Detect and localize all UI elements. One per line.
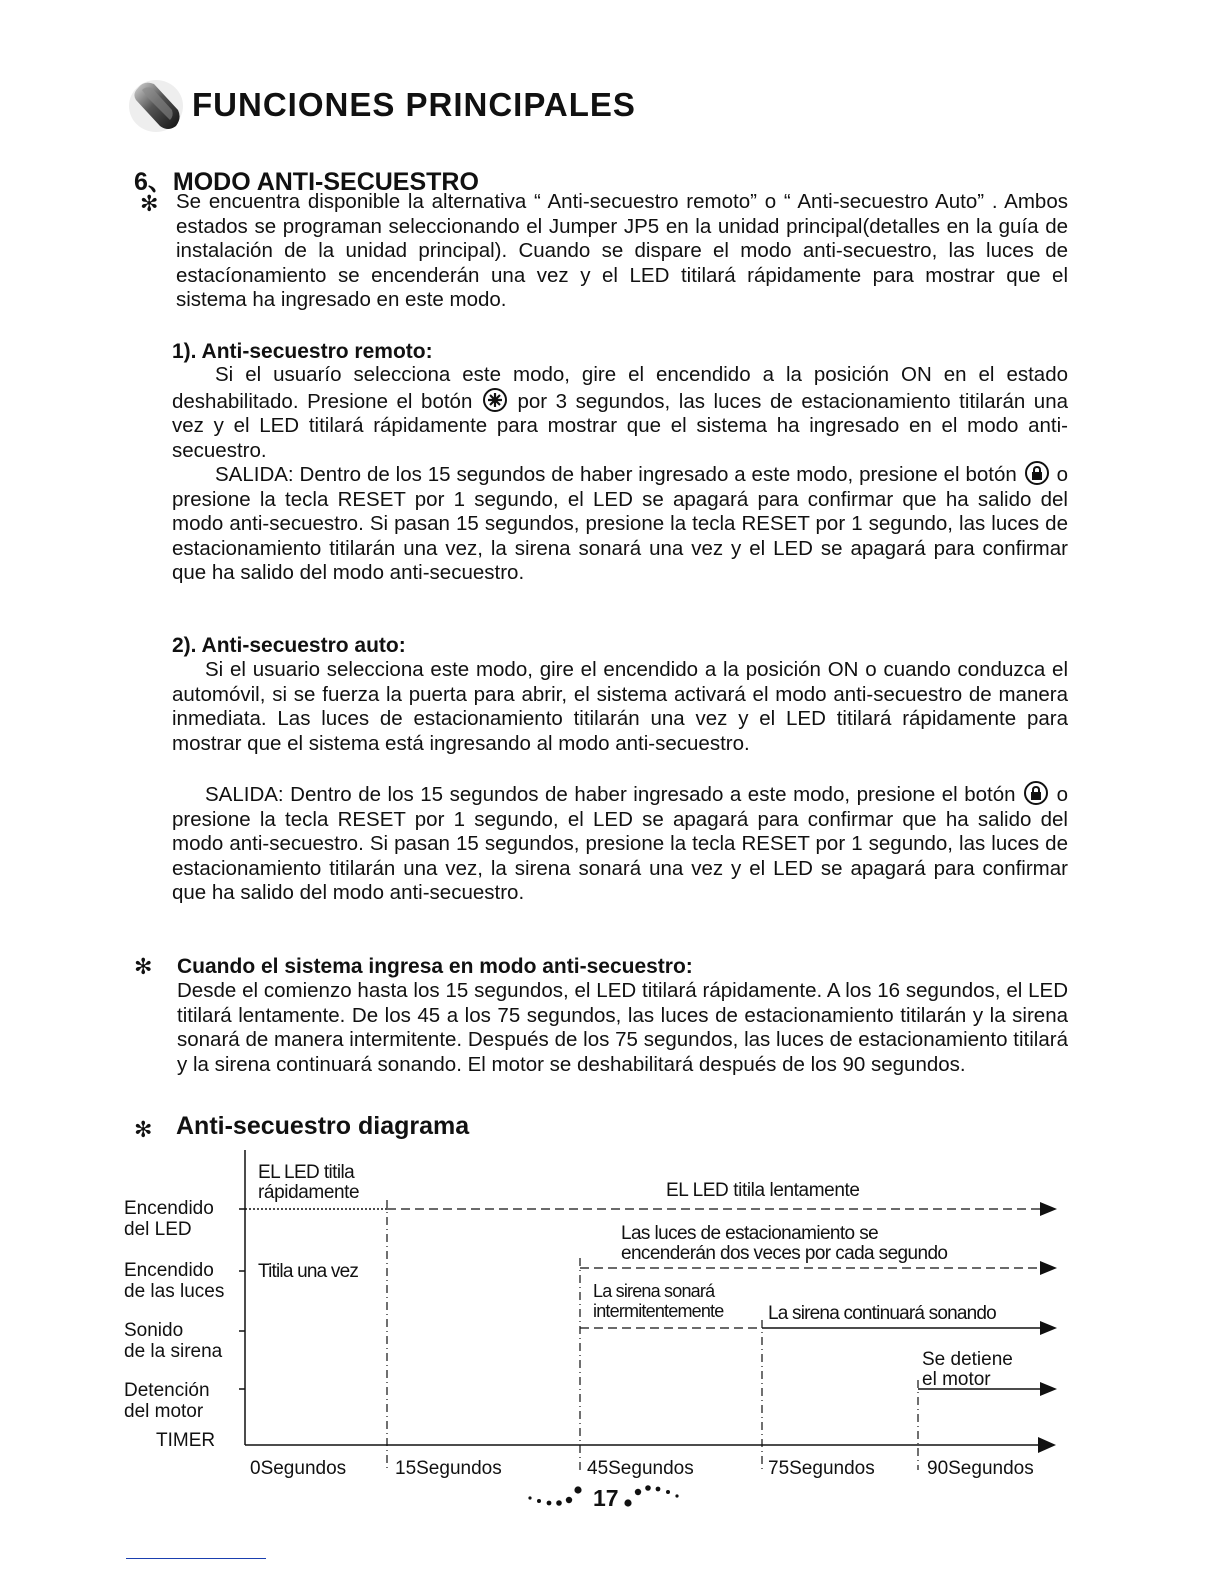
tick-label-90s: 90Segundos: [927, 1458, 1034, 1479]
led-slow-label: EL LED titila lentamente: [666, 1180, 860, 1201]
remote-p2-text-a: SALIDA: Dentro de los 15 segundos de haber ingresado a este modo, presione el botón: [215, 463, 1017, 486]
remote-p1-text-a: Si el usuarío selecciona este modo, gire el encendido a la posición ON en el estado deshabilitado. Presione el botón: [172, 363, 1068, 413]
row-label-motor-2: del motor: [124, 1401, 204, 1422]
row-label-siren-2: de la sirena: [124, 1341, 223, 1362]
tick-label-45s: 45Segundos: [587, 1458, 694, 1479]
lock-button-icon: [1024, 781, 1048, 805]
diagram-title: Anti-secuestro diagrama: [176, 1112, 470, 1140]
row-label-motor-1: Detención: [124, 1380, 210, 1401]
page-number-ornament-left: [528, 1486, 581, 1505]
tick-label-75s: 75Segundos: [768, 1458, 875, 1479]
motor-label-1: Se detiene: [922, 1349, 1013, 1370]
auto-heading: 2). Anti-secuestro auto:: [172, 634, 406, 657]
led-arrow-head: [1040, 1202, 1057, 1216]
tick-label-0s: 0Segundos: [250, 1458, 347, 1479]
page-number: 17: [593, 1485, 619, 1511]
auto-p2-text-a: SALIDA: Dentro de los 15 segundos de haber ingresado a este modo, presione el botón: [205, 783, 1016, 806]
remote-p2-text-b: o presione la tecla RESET por 1 segundo, el LED se apagará para confirmar que ha salido del modo anti-secuestro. Si pasan 15 segundos, presione la tecla RESET por 1 segundo, las luces de estacionamiento titilarán una vez, la sirena sonará una vez y el LED se apagará para confirmar que ha salido del modo anti-secuestro.: [172, 463, 1068, 585]
led-fast-label-2: rápidamente: [258, 1182, 360, 1203]
when-heading: Cuando el sistema ingresa en modo anti-secuestro:: [177, 955, 693, 978]
auto-p2-text-b: o presione la tecla RESET por 1 segundo, el LED se apagará para confirmar que ha salido del modo anti-secuestro. Si pasan 15 segundos, presione la tecla RESET por 1 segundo, las luces de estacionamiento titilarán una vez, la sirena sonará una vez y el LED se apagará para confirmar que ha salido del modo anti-secuestro.: [172, 783, 1068, 905]
remote-fob-icon: [128, 74, 186, 136]
bullet-asterisk-icon: ✻: [134, 954, 153, 979]
tick-label-15s: 15Segundos: [395, 1458, 502, 1479]
row-label-lights-2: de las luces: [124, 1281, 225, 1302]
lights-twice-label-1: Las luces de estacionamiento se: [621, 1223, 879, 1244]
page-title: FUNCIONES PRINCIPALES: [192, 86, 636, 123]
motor-arrow-head: [1040, 1382, 1057, 1396]
row-label-siren-1: Sonido: [124, 1320, 184, 1341]
remote-heading: 1). Anti-secuestro remoto:: [172, 340, 433, 363]
row-label-led-2: del LED: [124, 1219, 192, 1240]
bullet-asterisk-icon: ✻: [134, 1117, 153, 1142]
intro-paragraph: Se encuentra disponible la alternativa “ Anti-secuestro remoto” o “ Anti-secuestro Auto” . Ambos estados se programan seleccionando el Jumper JP5 en la unidad principal(detalles en la guía de instalación de la unidad principal). Cuando se dispare el modo anti-secuestro, las luces de estacíonamiento se encenderán una vez y el LED titilará rápidamente para mostrar que el sistema ha ingresado en este modo.: [176, 190, 1068, 312]
siren-int-label-1: La sirena sonará: [593, 1281, 715, 1301]
auto-paragraph-1: Si el usuario selecciona este modo, gire el encendido a la posición ON o cuando conduzca el automóvil, si se fuerza la puerta para abrir, el sistema activará el modo anti-secuestro de manera inmediata. Las luces de estacionamiento titilarán una vez y el LED titilará rápidamente para mostrar que el sistema está ingresando al modo anti-secuestro.: [172, 658, 1068, 755]
siren-cont-label: La sirena continuará sonando: [768, 1303, 996, 1324]
footer-rule: [126, 1558, 266, 1559]
timer-label: TIMER: [156, 1430, 216, 1451]
lock-button-icon: [1025, 461, 1049, 485]
lights-twice-label-2: encenderán dos veces por cada segundo: [621, 1243, 948, 1264]
siren-arrow-head: [1040, 1321, 1057, 1335]
led-fast-label-1: EL LED titila: [258, 1162, 355, 1183]
page-header: [128, 70, 636, 140]
panic-button-icon: [483, 388, 507, 412]
siren-int-label-2: intermitentemente: [593, 1301, 724, 1321]
row-label-lights-1: Encendido: [124, 1260, 214, 1281]
motor-label-2: el motor: [922, 1369, 991, 1390]
lights-arrow-head: [1040, 1261, 1057, 1275]
timer-arrow-head: [1038, 1437, 1056, 1453]
remote-p1-text-b: por 3 segundos, las luces de estacionamiento titilarán una vez y el LED titilará rápidamente para mostrar que el sistema ha ingresado en el modo anti-secuestro.: [172, 389, 1069, 462]
auto-paragraph-2: [172, 781, 1068, 906]
section-title: 6、MODO ANTI-SECUESTRO: [134, 168, 479, 196]
when-paragraph: Desde el comienzo hasta los 15 segundos, el LED titilará rápidamente. A los 16 segundos, el LED titilará lentamente. De los 45 a los 75 segundos, las luces de estacionamiento titilarán y la sirena sonará de manera intermitente. Después de los 75 segundos, las luces de estacionamiento titilará y la sirena continuará sonando. El motor se deshabilitará después de los 90 segundos.: [177, 979, 1068, 1076]
lights-once-label: Titila una vez: [258, 1261, 359, 1282]
page-number-ornament-right: [624, 1485, 678, 1506]
row-label-led-1: Encendido: [124, 1198, 214, 1219]
remote-paragraph-2: [172, 461, 1068, 586]
remote-paragraph-1: [172, 363, 1068, 463]
bullet-asterisk-icon: ✻: [140, 191, 159, 216]
